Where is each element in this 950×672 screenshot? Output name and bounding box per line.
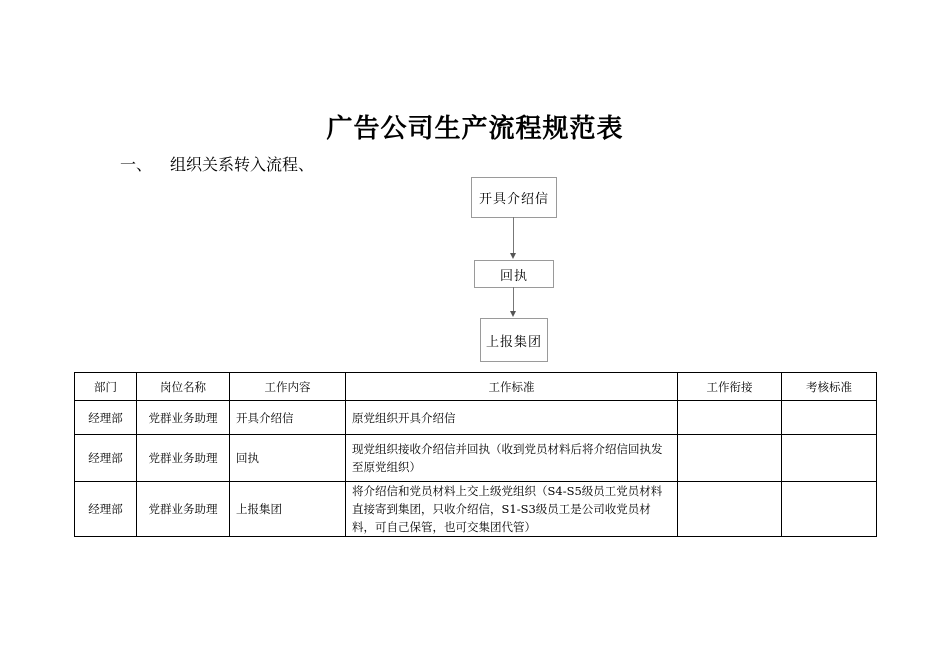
cell-work-content: 回执 [230,435,346,482]
col-header-work-content: 工作内容 [230,373,346,401]
process-standard-table [74,372,877,537]
cell-assessment [782,401,877,435]
cell-handover [678,482,782,537]
cell-department: 经理部 [75,435,137,482]
cell-work-content: 开具介绍信 [230,401,346,435]
table-header-row [75,373,877,401]
col-header-department: 部门 [75,373,137,401]
table-row [75,482,877,537]
table-row [75,401,877,435]
col-header-work-standard: 工作标准 [346,373,678,401]
cell-work-content: 上报集团 [230,482,346,537]
cell-assessment [782,482,877,537]
flow-step-issue-letter: 开具介绍信 [471,177,557,218]
flow-arrow-1 [513,217,514,254]
cell-department: 经理部 [75,482,137,537]
cell-handover [678,401,782,435]
cell-work-standard: 将介绍信和党员材料上交上级党组织（S4-S5级员工党员材料直接寄到集团，只收介绍信，S1-S3级员工是公司收党员材料，可自己保管，也可交集团代管） [346,482,678,537]
cell-work-standard: 原党组织开具介绍信 [346,401,678,435]
table-row [75,435,877,482]
cell-assessment [782,435,877,482]
col-header-assessment: 考核标准 [782,373,877,401]
flow-arrowhead-1 [510,253,516,259]
flow-step-receipt: 回执 [474,260,554,288]
col-header-position: 岗位名称 [137,373,230,401]
cell-position: 党群业务助理 [137,435,230,482]
cell-handover [678,435,782,482]
flow-arrowhead-2 [510,311,516,317]
flow-arrow-2 [513,287,514,312]
cell-position: 党群业务助理 [137,401,230,435]
section-heading [120,152,314,175]
cell-position: 党群业务助理 [137,482,230,537]
cell-department: 经理部 [75,401,137,435]
flow-step-report-group: 上报集团 [480,318,548,362]
col-header-handover: 工作衔接 [678,373,782,401]
section-number: 一、 [120,155,153,174]
cell-work-standard: 现党组织接收介绍信并回执（收到党员材料后将介绍信回执发至原党组织） [346,435,678,482]
section-label: 组织关系转入流程、 [170,155,315,174]
document-title: 广告公司生产流程规范表 [326,114,624,144]
